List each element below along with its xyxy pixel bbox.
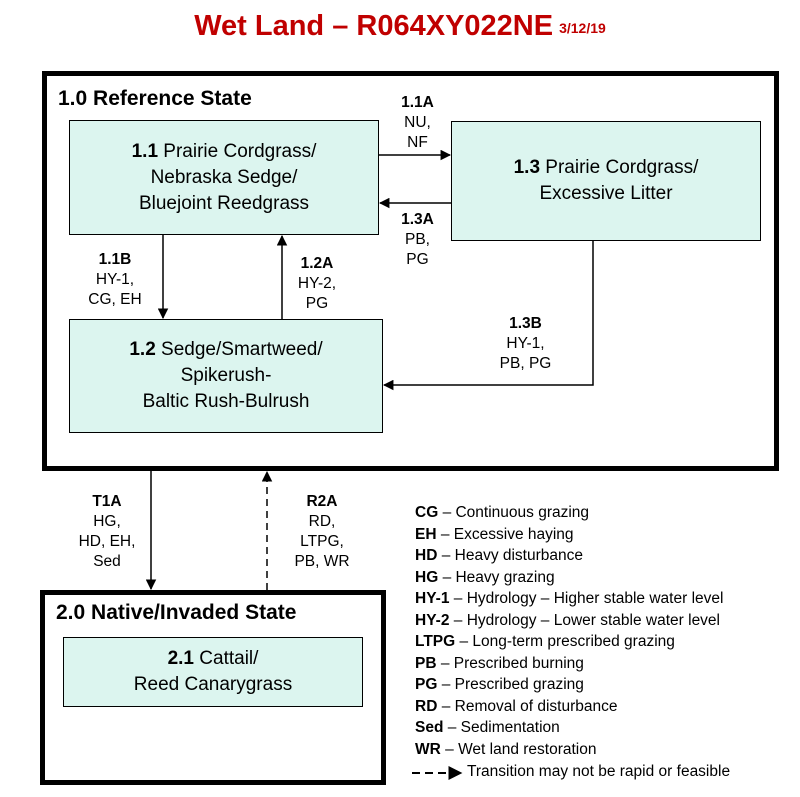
legend-abbr: HG — [415, 568, 439, 586]
legend-abbr: PB — [415, 654, 437, 672]
legend-abbr: HD — [415, 547, 438, 564]
legend-item — [415, 502, 723, 524]
legend-item — [415, 674, 723, 696]
legend-text: – Wet land restoration — [445, 740, 597, 758]
state-2-0-title: 2.0 Native/Invaded State — [56, 601, 297, 624]
legend-item — [415, 524, 723, 546]
legend-item — [415, 717, 723, 739]
pathway-r2a-line1: RD, — [308, 513, 336, 530]
pathway-1-3a-code: 1.3A — [401, 211, 434, 228]
legend-item — [415, 653, 723, 675]
community-1-3-id: 1.3 — [513, 157, 541, 178]
legend-text: – Hydrology – Lower stable water level — [453, 611, 720, 629]
legend-text: – Sedimentation — [447, 719, 560, 736]
pathway-1-1b-line2: CG, EH — [88, 291, 142, 308]
pathway-1-1a-line1: NU, — [404, 114, 431, 131]
pathway-r2a-code: R2A — [306, 493, 338, 510]
legend-abbr: WR — [415, 740, 441, 758]
legend-text: – Continuous grazing — [442, 504, 590, 521]
pathway-1-1a-label — [390, 93, 445, 153]
legend-item — [415, 545, 723, 567]
legend-text: – Heavy disturbance — [441, 547, 584, 564]
legend-abbr: RD — [415, 697, 438, 715]
pathway-1-1a-line2: NF — [407, 134, 428, 151]
pathway-1-1a-code: 1.1A — [401, 94, 434, 111]
legend-abbr: LTPG — [415, 633, 456, 650]
legend — [415, 502, 723, 760]
legend-item — [415, 588, 723, 610]
legend-item — [415, 696, 723, 718]
community-1-3-name-line1: Prairie Cordgrass/ — [545, 157, 699, 178]
state-1-0-title: 1.0 Reference State — [58, 87, 252, 110]
legend-text: – Hydrology – Higher stable water level — [453, 590, 724, 607]
pathway-1-2a-line2: PG — [305, 295, 329, 312]
community-1-1-name-line3: Bluejoint Reedgrass — [138, 192, 310, 214]
community-1-2-name-line2: Spikerush- — [180, 365, 272, 386]
pathway-1-1b-line1: HY-1, — [95, 271, 135, 288]
pathway-1-3b-label — [488, 314, 563, 374]
legend-text: – Prescribed burning — [440, 654, 584, 672]
community-2-1-id: 2.1 — [167, 648, 194, 669]
legend-text: – Excessive haying — [440, 525, 574, 543]
pathway-t1a-line1: HG, — [93, 513, 121, 530]
pathway-1-3b-line1: HY-1, — [506, 335, 545, 352]
pathway-r2a-line2: LTPG, — [300, 533, 344, 550]
community-1-2-id: 1.2 — [129, 339, 156, 360]
legend-text: – Prescribed grazing — [441, 676, 584, 693]
title-date: 3/12/19 — [559, 20, 606, 36]
pathway-1-2a-label — [288, 254, 346, 314]
pathway-1-1b-code: 1.1B — [98, 251, 132, 268]
legend-dashed-text: Transition may not be rapid or feasible — [467, 763, 731, 780]
community-1-2-name-line1: Sedge/Smartweed/ — [161, 339, 323, 360]
title-main: Wet Land – R064XY022NE — [194, 10, 554, 42]
pathway-t1a-line3: Sed — [93, 553, 121, 570]
legend-abbr: PG — [415, 676, 438, 693]
pathway-1-3a-label — [390, 210, 445, 270]
legend-abbr: EH — [415, 525, 437, 543]
legend-abbr: Sed — [415, 719, 444, 736]
pathway-t1a-code: T1A — [92, 493, 122, 510]
legend-item — [415, 631, 723, 653]
legend-item — [415, 567, 723, 589]
legend-abbr: CG — [415, 504, 439, 521]
legend-text: – Removal of disturbance — [441, 697, 618, 715]
legend-text: – Heavy grazing — [442, 568, 555, 586]
community-1-3-name-line2: Excessive Litter — [539, 183, 673, 204]
pathway-1-3b-code: 1.3B — [509, 315, 542, 332]
pathway-1-3b-line2: PB, PG — [499, 355, 552, 372]
community-1-1-id: 1.1 — [131, 140, 159, 162]
pathway-1-3a-line2: PG — [406, 251, 429, 268]
community-1-1-name-line2: Nebraska Sedge/ — [150, 166, 298, 188]
legend-text: – Long-term prescribed grazing — [459, 633, 675, 650]
legend-item — [415, 739, 723, 761]
community-2-1-name-line1: Cattail/ — [199, 648, 259, 669]
pathway-r2a-label — [278, 492, 366, 572]
pathway-r2a-line3: PB, WR — [294, 553, 350, 570]
legend-abbr: HY-2 — [415, 611, 450, 629]
pathway-1-1b-label — [80, 250, 150, 310]
pathway-1-3a-line1: PB, — [405, 231, 430, 248]
legend-item — [415, 610, 723, 632]
pathway-t1a-label — [71, 492, 143, 572]
pathway-1-2a-code: 1.2A — [300, 255, 334, 272]
pathway-1-2a-line1: HY-2, — [297, 275, 337, 292]
community-1-1-name-line1: Prairie Cordgrass/ — [163, 140, 317, 162]
pathway-t1a-line2: HD, EH, — [78, 533, 136, 550]
community-2-1-name-line2: Reed Canarygrass — [133, 674, 293, 695]
legend-abbr: HY-1 — [415, 590, 450, 607]
community-1-2-name-line3: Baltic Rush-Bulrush — [142, 391, 310, 412]
